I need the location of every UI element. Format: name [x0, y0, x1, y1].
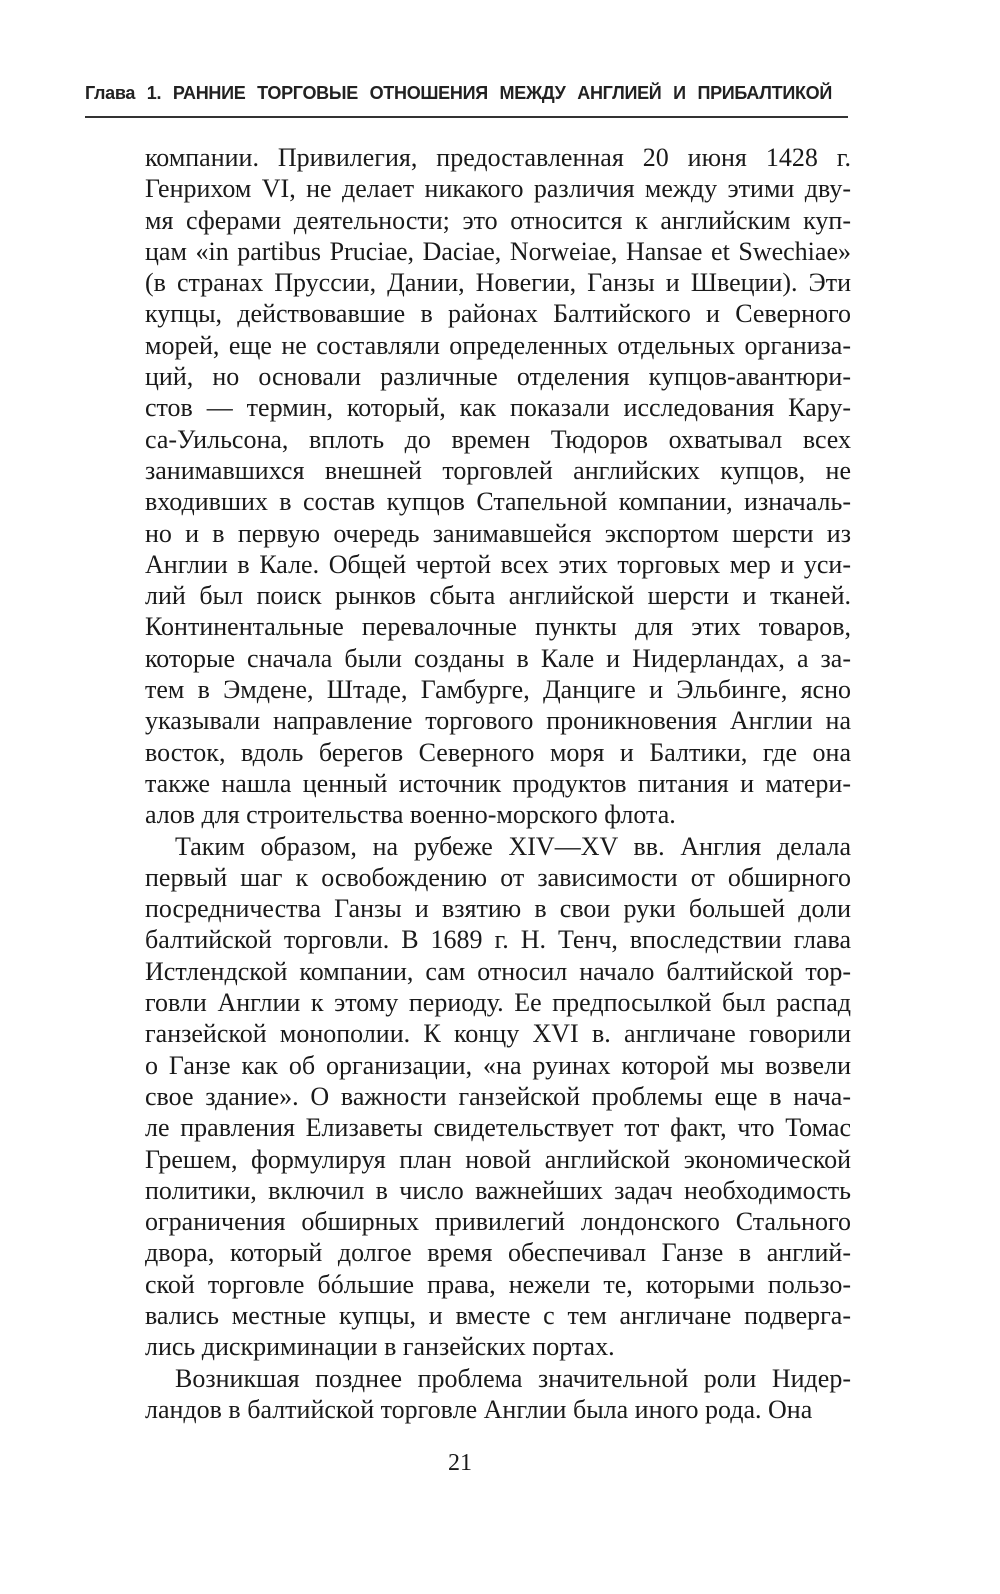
text-line: лий был поиск рынков сбыта английской шерсти и тканей. — [145, 581, 851, 611]
text-line: алов для строительства военно-морского флота. — [145, 800, 676, 830]
text-line: морей, еще не составляли определенных отдельных организа- — [145, 330, 851, 360]
text-line: стов — термин, который, как показали исследования Кару- — [145, 393, 851, 423]
text-line: ганзейской монополии. К концу XVI в. англичане говорили — [145, 1019, 851, 1049]
text-line: ландов в балтийской торговле Англии была иного рода. Она — [145, 1394, 813, 1424]
text-line: балтийской торговли. В 1689 г. Н. Тенч, впоследствии глава — [145, 925, 851, 955]
text-line: Истлендской компании, сам относил начало балтийской тор- — [145, 956, 851, 986]
text-line: цам «in partibus Pruciae, Daciae, Norweiae, Hansae et Swechiae» — [145, 236, 851, 266]
text-line: которые сначала были созданы в Кале и Нидерландах, а за- — [145, 643, 851, 673]
text-line: посредничества Ганзы и взятию в свои руки большей доли — [145, 894, 851, 924]
text-line: тем в Эмдене, Штаде, Гамбурге, Данциге и Эльбинге, ясно — [145, 675, 851, 705]
text-line: о Ганзе как об организации, «на руинах которой мы возвели — [145, 1050, 851, 1080]
text-line: ской торговле бóльшие права, нежели те, которыми пользо- — [145, 1269, 851, 1299]
text-line: Генрихом VI, не делает никакого различия между этими дву- — [145, 174, 851, 204]
text-line: купцы, действовавшие в районах Балтийского и Северного — [145, 299, 851, 329]
text-line: (в странах Пруссии, Дании, Новегии, Ганзы и Швеции). Эти — [145, 268, 851, 298]
text-line: са-Уильсона, вплоть до времен Тюдоров охватывал всех — [145, 424, 851, 454]
text-line: вались местные купцы, и вместе с тем англичане подверга- — [145, 1300, 851, 1330]
text-line: первый шаг к освобождению от зависимости от обширного — [145, 862, 851, 892]
text-line: но и в первую очередь занимавшейся экспортом шерсти из — [145, 518, 851, 548]
text-line: восток, вдоль берегов Северного моря и Балтики, где она — [145, 737, 851, 767]
text-line: компании. Привилегия, предоставленная 20 июня 1428 г. — [145, 143, 851, 172]
text-line: ле правления Елизаветы свидетельствует тот факт, что Томас — [145, 1113, 851, 1143]
text-line: Грешем, формулируя план новой английской экономической — [145, 1144, 851, 1174]
text-line: свое здание». О важности ганзейской проблемы еще в нача- — [145, 1081, 851, 1111]
text-line: политики, включил в число важнейших задач необходимость — [145, 1175, 851, 1205]
text-line: Возникшая позднее проблема значительной роли Нидер- — [175, 1363, 851, 1393]
running-header: Глава 1. РАННИЕ ТОРГОВЫЕ ОТНОШЕНИЯ МЕЖДУ АНГЛИЕЙ И ПРИБАЛТИКОЙ — [85, 83, 832, 103]
text-line: лись дискриминации в ганзейских портах. — [145, 1332, 615, 1362]
header-rule — [85, 116, 848, 118]
page-number: 21 — [448, 1450, 472, 1476]
text-line: говли Англии к этому периоду. Ее предпосылкой был распад — [145, 988, 851, 1018]
text-line: ограничения обширных привилегий лондонского Стального — [145, 1207, 851, 1237]
text-line: также нашла ценный источник продуктов питания и матери- — [145, 768, 851, 798]
text-line: Англии в Кале. Общей чертой всех этих торговых мер и уси- — [145, 549, 851, 579]
text-line: Таким образом, на рубеже XIV—XV вв. Англия делала — [175, 831, 851, 861]
text-line: занимавшихся внешней торговлей английских купцов, не — [145, 455, 851, 485]
text-line: двора, который долгое время обеспечивал Ганзе в англий- — [145, 1238, 851, 1268]
text-line: ций, но основали различные отделения купцов-авантюри- — [145, 362, 851, 392]
text-line: указывали направление торгового проникновения Англии на — [145, 706, 851, 736]
text-line: мя сферами деятельности; это относится к английским куп- — [145, 205, 851, 235]
text-line: Континентальные перевалочные пункты для этих товаров, — [145, 612, 851, 642]
body-text — [145, 142, 851, 1425]
text-line: входивших в состав купцов Стапельной компании, изначаль- — [145, 487, 851, 517]
